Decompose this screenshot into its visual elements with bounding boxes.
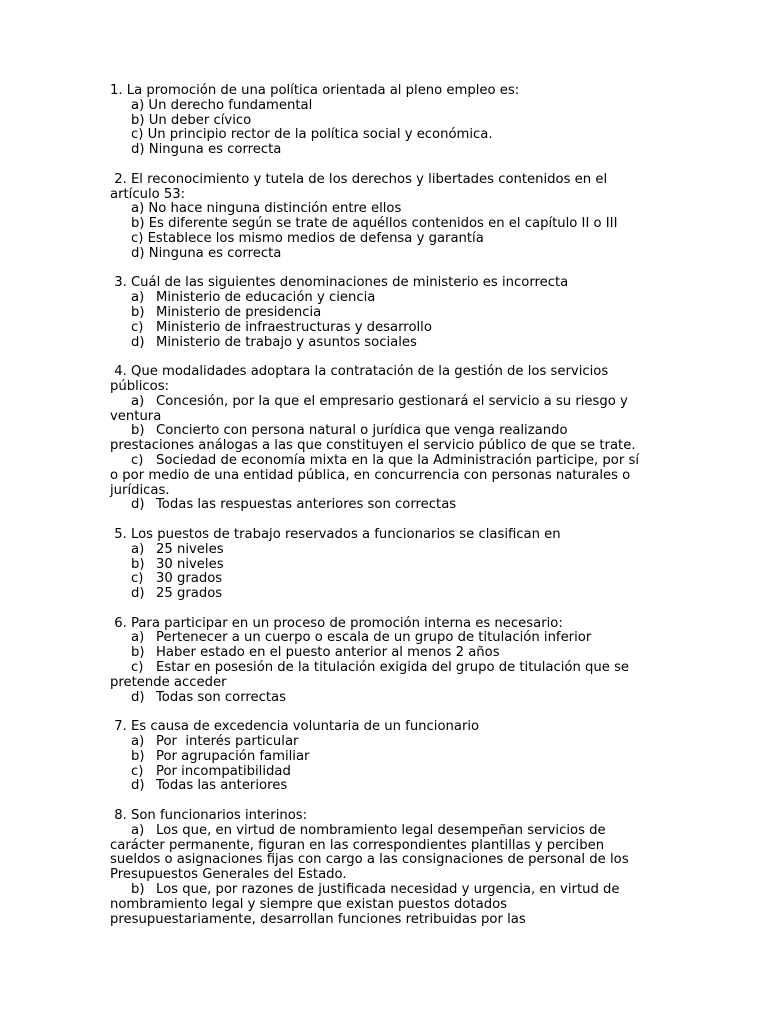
question-block: [110, 173, 650, 262]
answer-option: [110, 498, 650, 513]
answer-option-label: a): [131, 630, 145, 646]
answer-option: [110, 558, 650, 573]
question-title: 1. La promoción de una política orientada al pleno empleo es:: [110, 83, 520, 98]
answer-option-label: c): [131, 763, 144, 779]
answer-option-text: Haber estado en el puesto anterior al menos 2 años: [156, 645, 500, 661]
answer-option: c) Un principio rector de la política social y económica.: [131, 127, 493, 143]
answer-option-text: Concierto con persona natural o jurídica que venga realizando prestaciones análogas a las que constituyen el servicio público de que se trate.: [110, 423, 636, 454]
question-block: [110, 84, 650, 158]
answer-option-label: c): [131, 571, 144, 587]
answer-option-label: a): [131, 822, 145, 838]
answer-option-label: d): [131, 586, 145, 602]
answer-option: [110, 395, 650, 425]
question-block: [110, 617, 650, 706]
answer-option-label: c): [131, 319, 144, 335]
answer-option-label: c): [131, 660, 144, 676]
answer-option-label: a): [131, 393, 145, 409]
answer-option: [110, 306, 650, 321]
question-block: [110, 528, 650, 602]
answer-option: [110, 646, 650, 661]
answer-option-text: Ministerio de presidencia: [156, 304, 322, 320]
answer-option-text: Ministerio de educación y ciencia: [156, 290, 376, 306]
answer-option: [110, 321, 650, 336]
question-block: [110, 365, 650, 513]
answer-option-text: Pertenecer a un cuerpo o escala de un grupo de titulación inferior: [156, 630, 592, 646]
answer-option: a) No hace ninguna distinción entre ellos: [131, 201, 402, 217]
answer-option-text: Ministerio de trabajo y asuntos sociales: [156, 334, 417, 350]
question-block: [110, 809, 650, 927]
answer-option-label: d): [131, 778, 145, 794]
answer-option-text: Todas las respuestas anteriores son correctas: [156, 497, 457, 513]
answer-option-text: Todas las anteriores: [156, 778, 288, 794]
answer-option-label: d): [131, 689, 145, 705]
answer-option-label: b): [131, 645, 145, 661]
answer-option: [110, 779, 650, 794]
answer-option: [110, 587, 650, 602]
answer-option-text: Por incompatibilidad: [156, 763, 291, 779]
answer-option-label: b): [131, 304, 145, 320]
answer-option-label: b): [131, 423, 145, 439]
answer-option-text: 25 grados: [156, 586, 223, 602]
answer-option: d) Ninguna es correcta: [131, 245, 282, 261]
answer-option: [110, 543, 650, 558]
answer-option: [110, 291, 650, 306]
answer-option-label: b): [131, 748, 145, 764]
question-block: [110, 276, 650, 350]
question-title: 6. Para participar en un proceso de promoción interna es necesario:: [110, 615, 563, 631]
answer-option-label: b): [131, 882, 145, 898]
answer-option: d) Ninguna es correcta: [131, 142, 282, 158]
answer-option-text: Los que, en virtud de nombramiento legal desempeñan servicios de carácter permanente, figuran en las correspondientes plantillas y perciben sueldos o asignaciones fijas con cargo a las consignaciones de personal de los Presupuestos Generales del Estado.: [110, 822, 633, 883]
answer-option-text: 30 niveles: [156, 556, 224, 572]
question-title: 7. Es causa de excedencia voluntaria de un funcionario: [110, 719, 480, 735]
answer-option: [110, 765, 650, 780]
answer-option-text: Sociedad de economía mixta en la que la Administración participe, por sí o por medio de una entidad pública, en concurrencia con personas naturales o jurídicas.: [110, 452, 644, 498]
answer-option-label: c): [131, 452, 144, 468]
answer-option-text: Por agrupación familiar: [156, 748, 310, 764]
answer-option-text: Ministerio de infraestructuras y desarrollo: [156, 319, 432, 335]
answer-option: [110, 424, 650, 454]
answer-option-label: a): [131, 734, 145, 750]
answer-option: [110, 883, 650, 927]
answer-option-label: a): [131, 541, 145, 557]
answer-option: [110, 661, 650, 691]
answer-option-text: Estar en posesión de la titulación exigida del grupo de titulación que se pretende acceder: [110, 660, 634, 690]
answer-option: [110, 631, 650, 646]
answer-option: [110, 824, 650, 883]
document-body: [110, 84, 650, 942]
answer-option-label: d): [131, 334, 145, 350]
answer-option-text: 25 niveles: [156, 541, 224, 557]
answer-option: [110, 572, 650, 587]
answer-option-label: d): [131, 497, 145, 513]
answer-option: [110, 735, 650, 750]
question-title: 5. Los puestos de trabajo reservados a funcionarios se clasifican en: [110, 526, 561, 542]
answer-option: [110, 336, 650, 351]
question-title: 2. El reconocimiento y tutela de los derechos y libertades contenidos en el artículo 53:: [110, 171, 612, 202]
answer-option: c) Establece los mismo medios de defensa y garantía: [131, 230, 484, 246]
answer-option-label: a): [131, 290, 145, 306]
answer-option: [110, 750, 650, 765]
question-title: 3. Cuál de las siguientes denominaciones de ministerio es incorrecta: [110, 275, 569, 291]
answer-option-text: Concesión, por la que el empresario gestionará el servicio a su riesgo y ventura: [110, 393, 633, 424]
answer-option: b) Un deber cívico: [131, 112, 252, 128]
answer-option-text: Los que, por razones de justificada necesidad y urgencia, en virtud de nombramiento legal y siempre que existan puestos dotados presupuestariamente, desarrollan funciones retribuidas por las: [110, 882, 624, 927]
answer-option-text: Todas son correctas: [156, 689, 287, 705]
question-title: 4. Que modalidades adoptara la contratación de la gestión de los servicios públicos:: [110, 364, 613, 394]
answer-option-text: Por interés particular: [156, 734, 299, 750]
answer-option-label: b): [131, 556, 145, 572]
answer-option: b) Es diferente según se trate de aquéllos contenidos en el capítulo II o III: [131, 216, 618, 232]
question-block: [110, 720, 650, 794]
question-title: 8. Son funcionarios interinos:: [110, 808, 308, 824]
answer-option: [110, 454, 650, 498]
answer-option-text: 30 grados: [156, 571, 223, 587]
answer-option: a) Un derecho fundamental: [131, 97, 313, 113]
answer-option: [110, 691, 650, 706]
